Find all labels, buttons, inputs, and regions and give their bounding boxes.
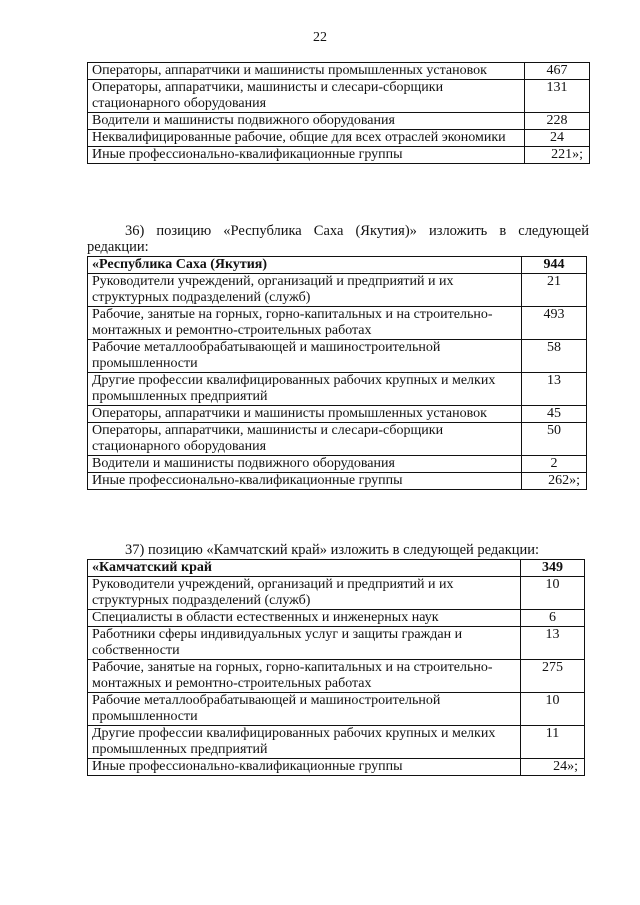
row-value: 221»;: [525, 147, 590, 164]
table-row: [88, 274, 587, 307]
row-value: 228: [525, 113, 590, 130]
table-row: [88, 660, 585, 693]
table-row: [88, 473, 587, 490]
row-value: 24»;: [521, 759, 585, 776]
row-value: 11: [521, 726, 585, 759]
row-value: 262»;: [522, 473, 587, 490]
row-value: 2: [522, 456, 587, 473]
table-header-row: [88, 560, 585, 577]
row-label: Руководители учреждений, организаций и предприятий и их структурных подразделений (служб): [88, 274, 522, 307]
table-row: [88, 577, 585, 610]
row-label: Водители и машинисты подвижного оборудования: [88, 456, 522, 473]
table-row: [88, 373, 587, 406]
table-row: [88, 406, 587, 423]
row-label: Операторы, аппаратчики, машинисты и слесари-сборщики стационарного оборудования: [88, 423, 522, 456]
paragraph-37: 37) позицию «Камчатский край» изложить в следующей редакции:: [125, 542, 540, 558]
table-row: [88, 80, 590, 113]
row-label: Неквалифицированные рабочие, общие для всех отраслей экономики: [88, 130, 525, 147]
table-row: [88, 307, 587, 340]
row-label: Рабочие, занятые на горных, горно-капитальных и на строительно-монтажных и ремонтно-строительных работах: [88, 307, 522, 340]
table-row: [88, 456, 587, 473]
row-value: 13: [521, 627, 585, 660]
region-name: «Камчатский край: [88, 560, 521, 577]
table-row: [88, 113, 590, 130]
row-value: 45: [522, 406, 587, 423]
row-label: Рабочие металлообрабатывающей и машиностроительной промышленности: [88, 693, 521, 726]
row-value: 467: [525, 63, 590, 80]
region-name: «Республика Саха (Якутия): [88, 257, 522, 274]
table-row: [88, 63, 590, 80]
row-label: Рабочие, занятые на горных, горно-капитальных и на строительно-монтажных и ремонтно-строительных работах: [88, 660, 521, 693]
row-value: 58: [522, 340, 587, 373]
table-row: [88, 726, 585, 759]
row-label: Операторы, аппаратчики и машинисты промышленных установок: [88, 63, 525, 80]
page-number: 22: [313, 30, 327, 45]
region-total: 349: [521, 560, 585, 577]
row-value: 275: [521, 660, 585, 693]
row-value: 10: [521, 577, 585, 610]
row-value: 10: [521, 693, 585, 726]
row-label: Другие профессии квалифицированных рабочих крупных и мелких промышленных предприятий: [88, 373, 522, 406]
table-row: [88, 759, 585, 776]
row-label: Другие профессии квалифицированных рабочих крупных и мелких промышленных предприятий: [88, 726, 521, 759]
table-row: [88, 423, 587, 456]
region-total: 944: [522, 257, 587, 274]
row-label: Работники сферы индивидуальных услуг и защиты граждан и собственности: [88, 627, 521, 660]
row-label: Иные профессионально-квалификационные группы: [88, 473, 522, 490]
row-label: Операторы, аппаратчики и машинисты промышленных установок: [88, 406, 522, 423]
table-row: [88, 693, 585, 726]
table-header-row: [88, 257, 587, 274]
row-label: Иные профессионально-квалификационные группы: [88, 147, 525, 164]
table-row: [88, 147, 590, 164]
row-label: Рабочие металлообрабатывающей и машиностроительной промышленности: [88, 340, 522, 373]
table-row: [88, 610, 585, 627]
row-value: 50: [522, 423, 587, 456]
row-label: Иные профессионально-квалификационные группы: [88, 759, 521, 776]
row-value: 13: [522, 373, 587, 406]
row-value: 131: [525, 80, 590, 113]
row-label: Водители и машинисты подвижного оборудования: [88, 113, 525, 130]
row-value: 493: [522, 307, 587, 340]
row-value: 6: [521, 610, 585, 627]
row-label: Специалисты в области естественных и инженерных наук: [88, 610, 521, 627]
table-row: [88, 130, 590, 147]
table-kamchatka: [87, 559, 585, 776]
table-row: [88, 627, 585, 660]
row-value: 21: [522, 274, 587, 307]
row-label: Руководители учреждений, организаций и предприятий и их структурных подразделений (служб): [88, 577, 521, 610]
row-value: 24: [525, 130, 590, 147]
table-occupations-continued: [87, 62, 590, 164]
table-sakha-yakutia: [87, 256, 587, 490]
paragraph-36: 36) позицию «Республика Саха (Якутия)» изложить в следующей редакции:: [87, 223, 589, 255]
row-label: Операторы, аппаратчики, машинисты и слесари-сборщики стационарного оборудования: [88, 80, 525, 113]
table-row: [88, 340, 587, 373]
